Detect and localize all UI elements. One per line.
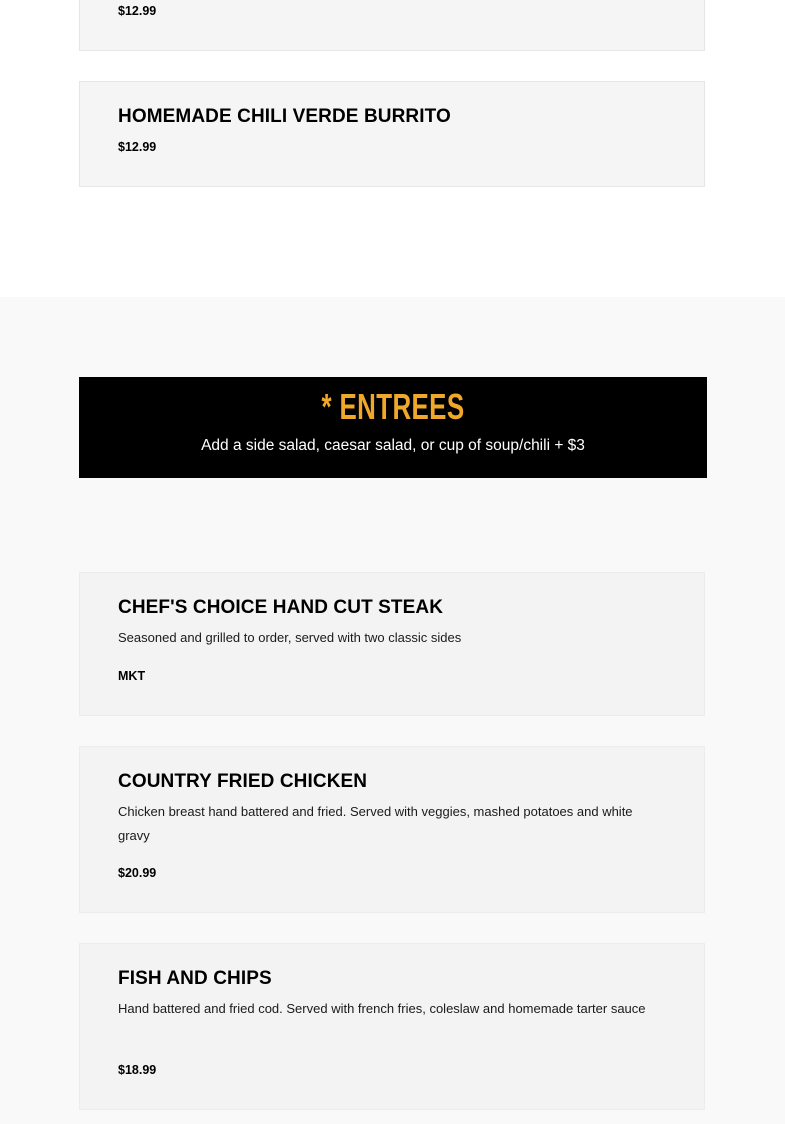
item-description: Seasoned and grilled to order, served with two classic sides — [118, 630, 462, 645]
entrees-banner — [79, 377, 707, 478]
item-description: Chicken breast hand battered and fried. Served with veggies, mashed potatoes and white gravy — [118, 804, 633, 843]
item-price: $12.99 — [118, 140, 157, 154]
previous-menu-section — [0, 0, 785, 297]
item-name: COUNTRY FRIED CHICKEN — [118, 771, 368, 792]
menu-item-card — [79, 81, 705, 187]
item-price: MKT — [118, 669, 146, 683]
item-description: Hand battered and fried cod. Served with french fries, coleslaw and homemade tarter sauce — [118, 1001, 646, 1016]
section-subheading: Add a side salad, caesar salad, or cup of soup/chili + $3 — [201, 437, 585, 454]
menu-item-card — [79, 943, 705, 1110]
item-price: $20.99 — [118, 866, 157, 880]
entrees-section — [0, 297, 785, 1124]
section-heading: * ENTREES — [321, 386, 465, 427]
item-price: $12.99 — [118, 4, 157, 18]
item-name: HOMEMADE CHILI VERDE BURRITO — [118, 106, 451, 127]
item-name: FISH AND CHIPS — [118, 968, 272, 989]
menu-item-card — [79, 572, 705, 716]
menu-item-card — [79, 0, 705, 51]
menu-item-card — [79, 746, 705, 913]
item-price: $18.99 — [118, 1063, 157, 1077]
item-name: CHEF'S CHOICE HAND CUT STEAK — [118, 597, 444, 618]
